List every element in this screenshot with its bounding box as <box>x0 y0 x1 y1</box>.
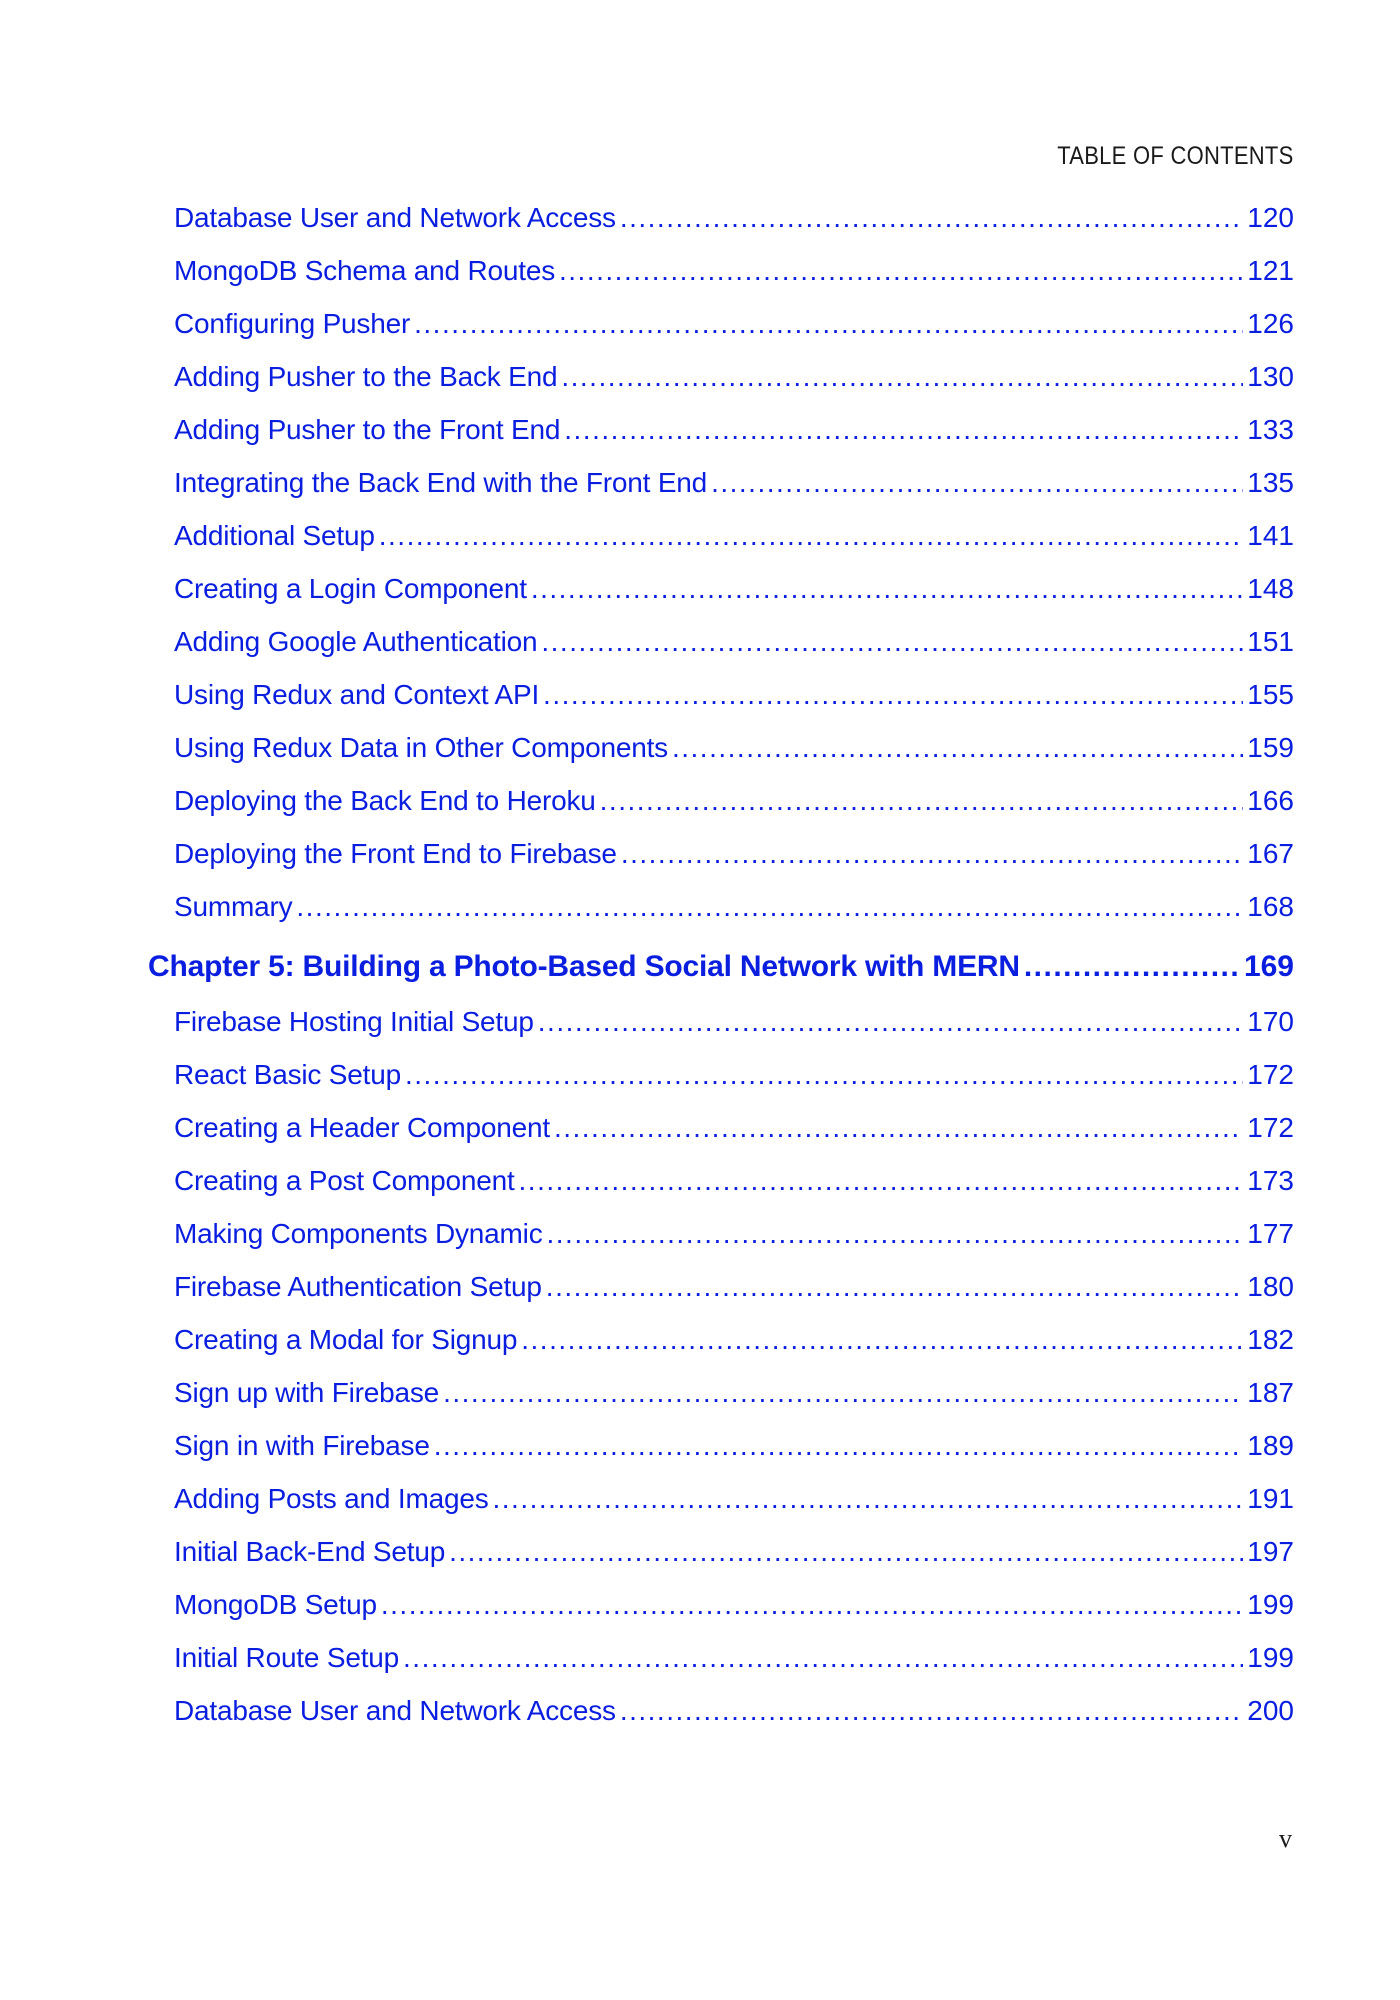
toc-dot-leader <box>531 573 1243 605</box>
toc-entry-title: Summary <box>174 891 293 922</box>
toc-dot-leader <box>541 626 1243 658</box>
toc-chapter-entry[interactable] <box>148 950 1294 1006</box>
toc-entry-page: 135 <box>1247 467 1294 498</box>
toc-entry-page: 172 <box>1247 1112 1294 1143</box>
toc-section-entry[interactable] <box>148 202 1294 255</box>
toc-entry-page: 191 <box>1247 1483 1294 1514</box>
toc-section-entry[interactable] <box>148 361 1294 414</box>
toc-entry-page: 166 <box>1247 785 1294 816</box>
toc-entry-page: 199 <box>1247 1642 1294 1673</box>
toc-dot-leader <box>621 838 1243 870</box>
toc-section-entry[interactable] <box>148 1059 1294 1112</box>
toc-entry-title: Chapter 5: Building a Photo-Based Social Network with MERN <box>148 950 1020 983</box>
toc-entry-page: 189 <box>1247 1430 1294 1461</box>
toc-entry-page: 169 <box>1243 950 1294 983</box>
toc-section-entry[interactable] <box>148 1324 1294 1377</box>
toc-entry-title: React Basic Setup <box>174 1059 401 1090</box>
toc-entry-title: Firebase Hosting Initial Setup <box>174 1006 534 1037</box>
toc-entry-title: Database User and Network Access <box>174 202 616 233</box>
toc-entry-page: 173 <box>1247 1165 1294 1196</box>
toc-dot-leader <box>672 732 1243 764</box>
toc-entry-title: Integrating the Back End with the Front End <box>174 467 708 498</box>
toc-section-entry[interactable] <box>148 1483 1294 1536</box>
toc-entry-page: 148 <box>1247 573 1294 604</box>
toc-section-entry[interactable] <box>148 626 1294 679</box>
toc-dot-leader <box>564 414 1243 446</box>
toc-entry-page: 167 <box>1247 838 1294 869</box>
toc-entry-page: 172 <box>1247 1059 1294 1090</box>
toc-entry-title: Sign up with Firebase <box>174 1377 440 1408</box>
toc-entry-page: 170 <box>1247 1006 1294 1037</box>
toc-entry-page: 168 <box>1247 891 1294 922</box>
toc-dot-leader <box>620 1695 1243 1727</box>
toc-entry-title: Creating a Header Component <box>174 1112 550 1143</box>
toc-entry-title: Deploying the Front End to Firebase <box>174 838 617 869</box>
toc-section-entry[interactable] <box>148 838 1294 891</box>
toc-dot-leader <box>379 520 1244 552</box>
toc-section-entry[interactable] <box>148 732 1294 785</box>
toc-entry-title: Adding Pusher to the Front End <box>174 414 561 445</box>
toc-entry-page: 155 <box>1247 679 1294 710</box>
toc-entry-title: Adding Pusher to the Back End <box>174 361 558 392</box>
toc-entry-page: 151 <box>1247 626 1294 657</box>
toc-dot-leader <box>414 308 1243 340</box>
toc-dot-leader <box>559 255 1243 287</box>
toc-section-entry[interactable] <box>148 573 1294 626</box>
toc-entry-title: Using Redux Data in Other Components <box>174 732 668 763</box>
toc-entry-title: Initial Back-End Setup <box>174 1536 446 1567</box>
toc-entry-title: Initial Route Setup <box>174 1642 400 1673</box>
toc-section-entry[interactable] <box>148 1271 1294 1324</box>
toc-dot-leader <box>403 1642 1243 1674</box>
toc-dot-leader <box>546 1271 1243 1303</box>
toc-entry-title: Additional Setup <box>174 520 375 551</box>
toc-entry-page: 182 <box>1247 1324 1294 1355</box>
toc-entry-title: MongoDB Setup <box>174 1589 377 1620</box>
toc-dot-leader <box>711 467 1243 499</box>
toc-dot-leader <box>519 1165 1244 1197</box>
toc-section-entry[interactable] <box>148 467 1294 520</box>
toc-entry-title: Using Redux and Context API <box>174 679 540 710</box>
toc-dot-leader <box>434 1430 1244 1462</box>
toc-entry-page: 126 <box>1247 308 1294 339</box>
toc-entry-title: Creating a Modal for Signup <box>174 1324 518 1355</box>
toc-entry-title: Sign in with Firebase <box>174 1430 430 1461</box>
toc-entry-title: MongoDB Schema and Routes <box>174 255 555 286</box>
toc-entry-title: Deploying the Back End to Heroku <box>174 785 596 816</box>
toc-entry-title: Adding Posts and Images <box>174 1483 489 1514</box>
toc-section-entry[interactable] <box>148 785 1294 838</box>
toc-section-entry[interactable] <box>148 255 1294 308</box>
toc-entry-page: 200 <box>1247 1695 1294 1726</box>
toc-entry-page: 141 <box>1247 520 1294 551</box>
toc-section-entry[interactable] <box>148 414 1294 467</box>
toc-section-entry[interactable] <box>148 891 1294 944</box>
toc-section-entry[interactable] <box>148 1112 1294 1165</box>
toc-section-entry[interactable] <box>148 1430 1294 1483</box>
toc-entry-title: Firebase Authentication Setup <box>174 1271 542 1302</box>
toc-dot-leader <box>405 1059 1243 1091</box>
toc-section-entry[interactable] <box>148 679 1294 732</box>
toc-entry-title: Configuring Pusher <box>174 308 411 339</box>
toc-section-entry[interactable] <box>148 1218 1294 1271</box>
toc-section-entry[interactable] <box>148 1536 1294 1589</box>
toc-section-entry[interactable] <box>148 1377 1294 1430</box>
toc-section-entry[interactable] <box>148 1695 1294 1748</box>
toc-entry-page: 121 <box>1247 255 1294 286</box>
toc-dot-leader <box>493 1483 1244 1515</box>
toc-dot-leader <box>547 1218 1244 1250</box>
toc-dot-leader <box>543 679 1243 711</box>
toc-list <box>148 202 1294 1748</box>
toc-section-entry[interactable] <box>148 1642 1294 1695</box>
page-number: v <box>1279 1824 1292 1853</box>
toc-dot-leader <box>296 891 1243 923</box>
toc-entry-title: Making Components Dynamic <box>174 1218 543 1249</box>
toc-entry-page: 180 <box>1247 1271 1294 1302</box>
toc-entry-page: 159 <box>1247 732 1294 763</box>
toc-section-entry[interactable] <box>148 1006 1294 1059</box>
toc-entry-title: Creating a Post Component <box>174 1165 515 1196</box>
toc-dot-leader <box>620 202 1243 234</box>
toc-entry-page: 120 <box>1247 202 1294 233</box>
toc-section-entry[interactable] <box>148 520 1294 573</box>
toc-dot-leader <box>1024 950 1240 984</box>
toc-dot-leader <box>521 1324 1243 1356</box>
toc-entry-page: 130 <box>1247 361 1294 392</box>
toc-dot-leader <box>538 1006 1244 1038</box>
toc-entry-page: 133 <box>1247 414 1294 445</box>
toc-section-entry[interactable] <box>148 1589 1294 1642</box>
toc-dot-leader <box>381 1589 1243 1621</box>
toc-entry-title: Creating a Login Component <box>174 573 527 604</box>
toc-dot-leader <box>600 785 1244 817</box>
toc-entry-page: 187 <box>1247 1377 1294 1408</box>
toc-dot-leader <box>449 1536 1243 1568</box>
toc-entry-page: 197 <box>1247 1536 1294 1567</box>
toc-dot-leader <box>443 1377 1243 1409</box>
toc-dot-leader <box>561 361 1243 393</box>
toc-entry-page: 199 <box>1247 1589 1294 1620</box>
running-head: TABLE OF CONTENTS <box>1057 142 1294 170</box>
toc-section-entry[interactable] <box>148 1165 1294 1218</box>
toc-entry-title: Adding Google Authentication <box>174 626 538 657</box>
toc-entry-page: 177 <box>1247 1218 1294 1249</box>
toc-section-entry[interactable] <box>148 308 1294 361</box>
toc-dot-leader <box>554 1112 1243 1144</box>
toc-entry-title: Database User and Network Access <box>174 1695 616 1726</box>
